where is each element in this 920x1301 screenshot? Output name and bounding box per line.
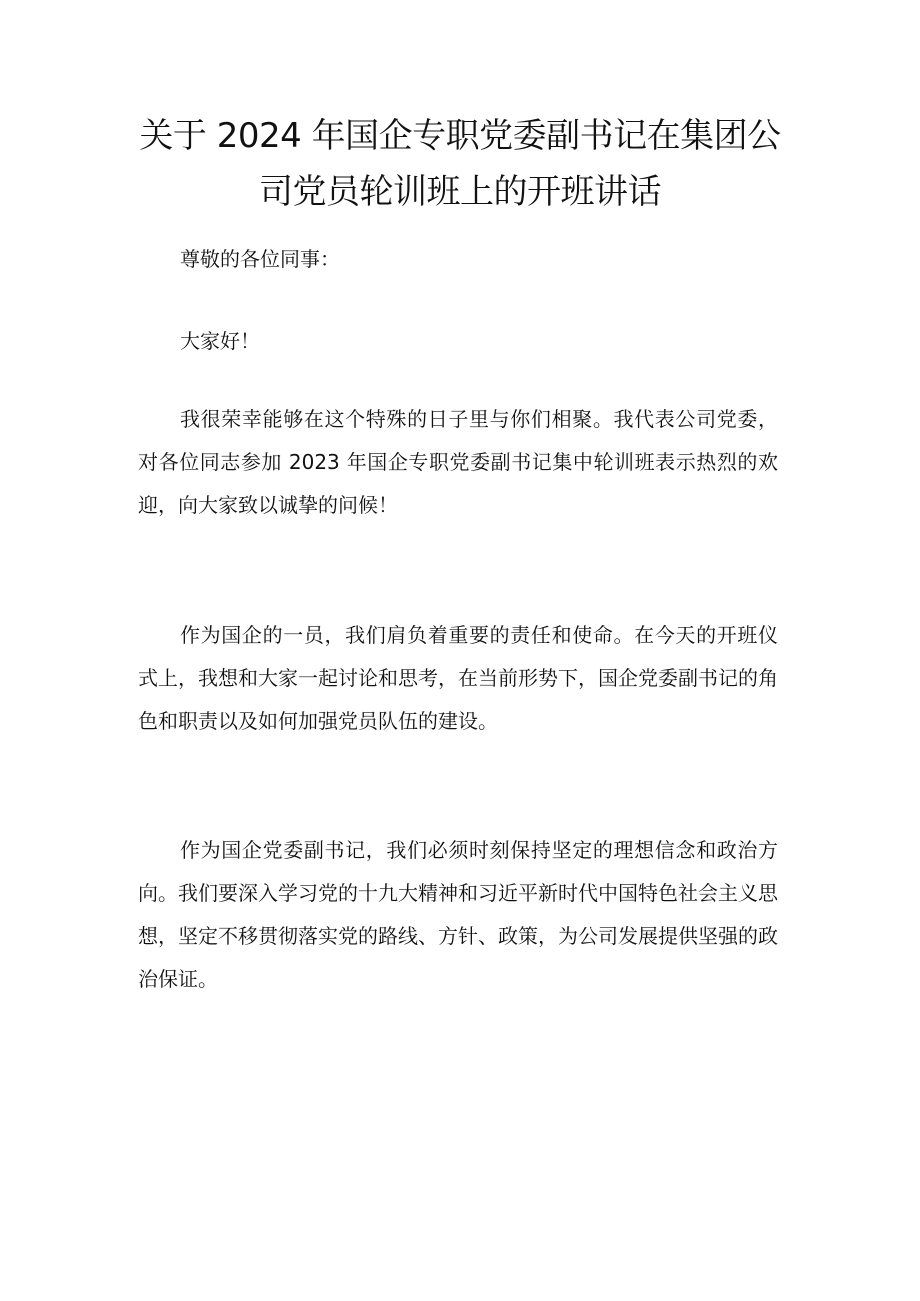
title-line-1: 关于 2024 年国企专职党委副书记在集团公 [139,116,781,156]
title-line-2: 司党员轮训班上的开班讲话 [259,172,661,212]
salutation: 尊敬的各位同事： [180,247,340,271]
paragraph-political-direction: 作为国企党委副书记，我们必须时刻保持坚定的理想信念和政治方向。我们要深入学习党的十九大精神和习近平新时代中国特色社会主义思想，坚定不移贯彻落实党的路线、方针、政策，为公司发展提供坚强的政治保证。 [138,838,778,991]
paragraph-responsibility: 作为国企的一员，我们肩负着重要的责任和使命。在今天的开班仪式上，我想和大家一起讨论和思考，在当前形势下，国企党委副书记的角色和职责以及如何加强党员队伍的建设。 [138,623,778,733]
greeting: 大家好！ [180,329,260,353]
document-title [100,108,820,220]
paragraph-welcome: 我很荣幸能够在这个特殊的日子里与你们相聚。我代表公司党委，对各位同志参加 2023 年国企专职党委副书记集中轮训班表示热烈的欢迎，向大家致以诚挚的问候！ [138,407,778,517]
